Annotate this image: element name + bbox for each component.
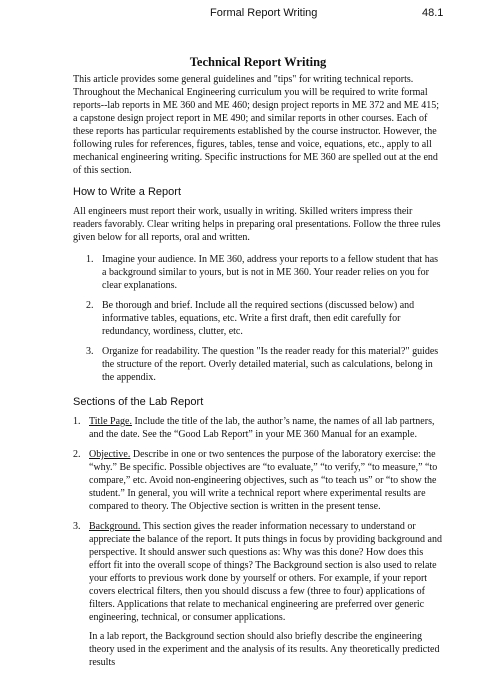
list-item-text: Be thorough and brief. Include all the required sections (discussed below) and informative tables, equations, etc. Write a first draft, then edit carefully for redundancy, wordiness, clutter, etc. xyxy=(102,300,415,337)
list-item-text: Describe in one or two sentences the purpose of the laboratory exercise: the “why.” Be specific. Possible objectives are “to evaluate,” “to verify,” “to measure,” “to compare,” etc. Avoid non-engineering objectives, such as “to teach us” or “to show the student.” In general, you will write a technical report where experimental results are compared to theory. The Objective section is written in the present tense. xyxy=(89,449,438,512)
list-item xyxy=(86,299,443,338)
document-body xyxy=(73,55,443,676)
section-heading-lab-report: Sections of the Lab Report xyxy=(73,396,204,408)
running-header xyxy=(0,7,495,23)
document-title: Technical Report Writing xyxy=(189,55,327,69)
item-label: Background. xyxy=(89,521,141,532)
section-lead-paragraph: All engineers must report their work, usually in writing. Skilled writers impress their readers favorably. Clear writing helps in preparing oral presentations. Follow the three rules given below for all reports, oral and written. xyxy=(73,206,441,243)
list-item-subparagraph: In a lab report, the Background section should also briefly describe the engineering theory used in the experiment and the analysis of its results. Any theoretically predicted results xyxy=(89,631,440,668)
item-label: Objective. xyxy=(89,449,131,460)
list-item xyxy=(86,345,443,384)
list-item-number: 3. xyxy=(86,346,94,357)
section-heading-how-to-write: How to Write a Report xyxy=(73,186,182,198)
list-item xyxy=(86,253,443,292)
list-item-text: Include the title of the lab, the author’s name, the names of all lab partners, and the date. See the “Good Lab Report” in your ME 360 Manual for an example. xyxy=(89,416,435,440)
list-item-number: 1. xyxy=(73,416,81,427)
page-number: 48.1 xyxy=(422,7,444,19)
list-item xyxy=(73,448,443,513)
rules-list xyxy=(86,253,443,384)
list-item-number: 1. xyxy=(86,254,94,265)
header-title: Formal Report Writing xyxy=(210,7,318,19)
list-item-number: 2. xyxy=(73,449,81,460)
intro-paragraph: This article provides some general guidelines and "tips" for writing technical reports. Throughout the Mechanical Engineering curriculum you will be required to write formal reports--lab reports in ME 360 and ME 460; design project reports in ME 372 and ME 415; a capstone design project report in ME 490; and similar reports in other courses. Each of these reports has particular requirements established by the course instructor. However, the following rules for references, figures, tables, tense and voice, equations, etc., apply to all mechanical engineering writing. Specific instructions for ME 360 are spelled out at the end of this section. xyxy=(73,74,440,176)
list-item-number: 3. xyxy=(73,521,81,532)
list-item-text: Organize for readability. The question "Is the reader ready for this material?" guides the structure of the report. Overly detailed material, such as calculations, belong in the appendix. xyxy=(102,346,439,383)
list-item xyxy=(73,520,443,669)
item-label: Title Page. xyxy=(89,416,132,427)
list-item-text: This section gives the reader information necessary to understand or appreciate the balance of the report. It puts things in focus by providing background and perspective. It should answer such questions as: Why was this done? How does this effort fit into the overall scope of things? The Background section is also used to relate your efforts to previous work done by yourself or others. For example, if your report covers electrical filters, then you should discuss a few (three to four) applications of filters. Applications that relate to mechanical engineering are preferred over generic engineering, technical, or consumer applications. xyxy=(89,521,442,623)
list-item xyxy=(73,415,443,441)
list-item-number: 2. xyxy=(86,300,94,311)
list-item-text: Imagine your audience. In ME 360, address your reports to a fellow student that has a background similar to yours, but is not in ME 360. Your reader relies on you for clear explanations. xyxy=(102,254,439,291)
sections-list xyxy=(73,415,443,669)
